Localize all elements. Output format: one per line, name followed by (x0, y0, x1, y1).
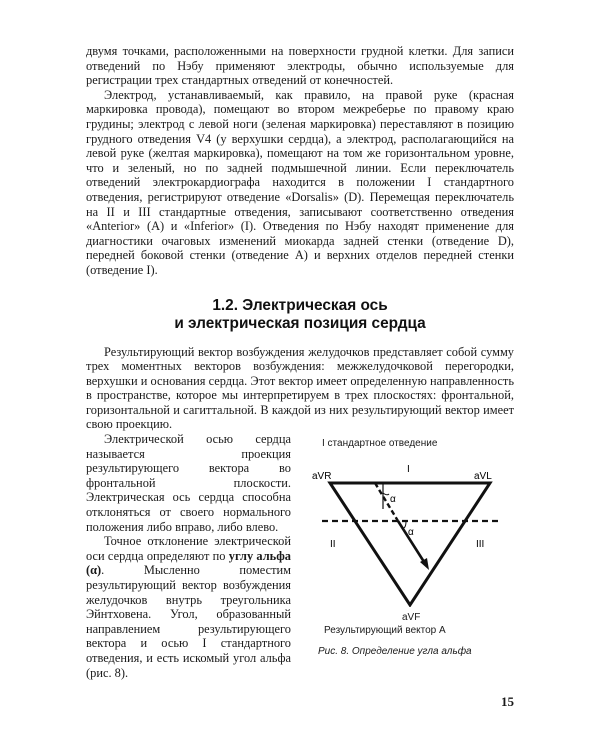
figure-8 (308, 432, 514, 680)
left-column (86, 432, 291, 680)
page-content (86, 44, 514, 680)
label-avf: aVF (402, 612, 421, 624)
label-lead-i: I (407, 464, 410, 476)
alpha-text-end: . Мысленно поместим результирующий вектор возбуждения желудочков внутрь треугольника Эйнтховена. Угол, образованный направлением результирующего вектора и осью I стандартного отведения, и есть искомый угол альфа (рис. 8). (86, 563, 291, 680)
alpha-text-start: Точное отклонение электрической оси сердца определяют по (86, 534, 291, 563)
page-number: 15 (501, 694, 514, 709)
alpha-arc-upper (383, 493, 389, 495)
paragraph-vector: Результирующий вектор возбуждения желудочков представляет собой сумму трех моментных векторов возбуждения: межжелудочковой перегородки, верхушки и основания сердца. Этот вектор имеет определенную направленность в пространстве, которое мы интерпретируем в трех плоскостях: фронтальной, горизонтальной и сагиттальной. В каждой из них результирующий вектор имеет свою проекцию. (86, 344, 514, 432)
paragraph-intro: двумя точками, расположенными на поверхности грудной клетки. Для записи отведений по Нэбу применяют электроды, обычно используемые для регистрации трех стандартных отведений от конечностей. (86, 44, 514, 88)
paragraph-electrodes: Электрод, устанавливаемый, как правило, на правой руке (красная маркировка провода), помещают во втором межреберье по правому краю грудины; электрод с левой ноги (зеленая маркировка) переставляют в позицию грудного отведения V4 (у верхушки сердца), а электрод, располагающийся на левой руке (желтая маркировка), помещают на том же горизонтальном уровне, что и зеленый, но по задней подмышечной линии. Если переключатель отведений электрокардиографа находится в положении I стандартного отведения, регистрируют отведение «Dorsalis» (D). Перемещая переключатель на II и III стандартные отведения, записывают соответственно отведения «Anterior» (А) и «Inferior» (I). Отведения по Нэбу находят применение для диагностики очаговых изменений миокарда задней стенки (отведение D), передней боковой стенки (отведение А) и верхних отделов передней стенки (отведение I). (86, 87, 514, 277)
figure-caption: Рис. 8. Определение угла альфа (318, 646, 472, 658)
label-alpha-upper: α (390, 494, 396, 506)
alpha-term: углу альфа (α) (86, 548, 292, 578)
label-lead-iii: III (476, 539, 485, 551)
label-lead-ii: II (330, 539, 336, 551)
paragraph-axis-definition: Электрической осью сердца называется проекция результирующего вектора во фронтальной плоскости. Электрическая ось сердца способна отклоняться от своего нормального положения либо вправо, либо влево. (86, 432, 291, 534)
label-avr: aVR (312, 471, 332, 483)
label-avl: aVL (474, 471, 492, 483)
label-avf-row (402, 612, 514, 623)
label-alpha-lower: α (408, 527, 414, 539)
einthoven-triangle-diagram (308, 449, 514, 607)
figure-subtitle: Результирующий вектор А (324, 625, 446, 637)
text-figure-columns (86, 432, 514, 680)
section-heading-line1: 1.2. Электрическая ось (212, 296, 388, 314)
figure-title: I стандартное отведение (322, 438, 438, 450)
section-heading-line2: и электрическая позиция сердца (174, 314, 426, 332)
section-heading (86, 297, 514, 333)
paragraph-alpha-angle (86, 534, 291, 680)
einthoven-triangle (330, 483, 490, 605)
